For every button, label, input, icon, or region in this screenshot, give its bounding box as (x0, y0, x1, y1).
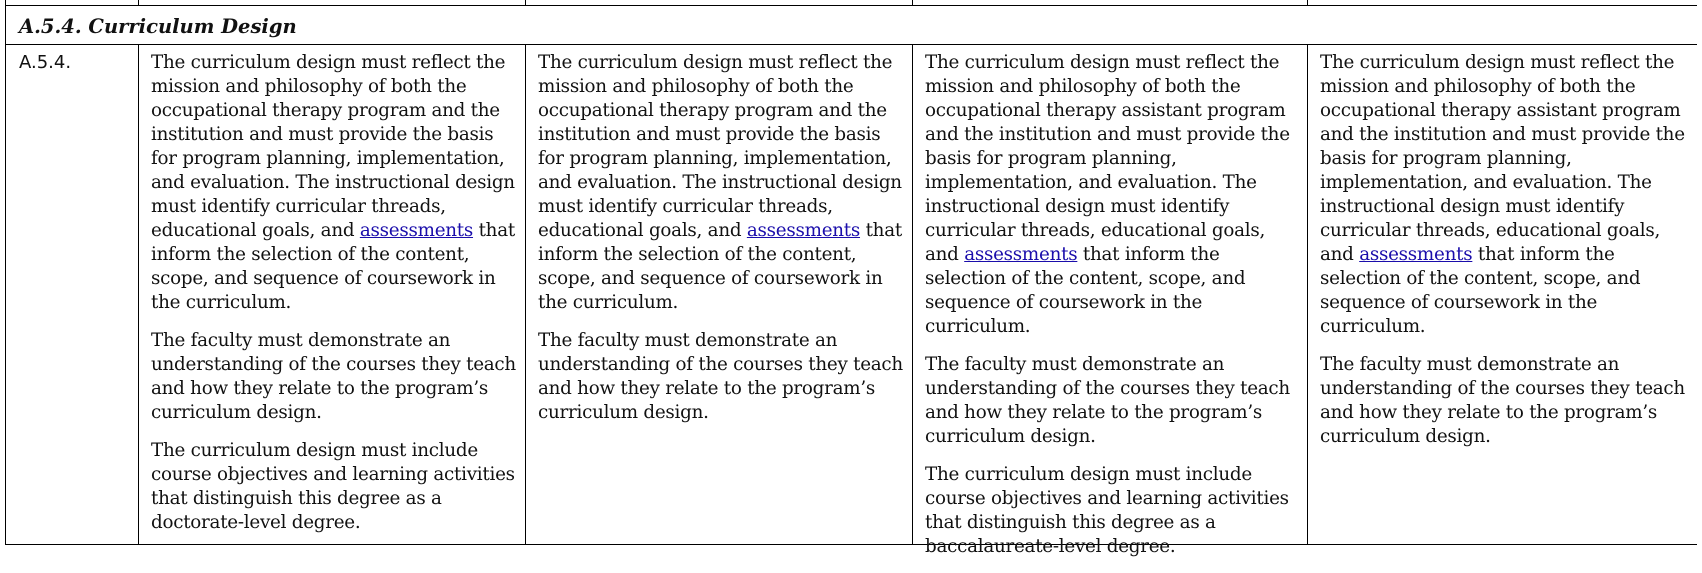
paragraph-2: The faculty must demonstrate an understanding of the courses they teach and how they relate to the program’s curriculum design. (151, 330, 516, 423)
divider-4 (1307, 0, 1308, 6)
standard-cell-3 (925, 51, 1303, 573)
paragraph-text: The curriculum design must reflect the mission and philosophy of both the occupational therapy program and the institution and must provide the basis for program planning, implementation, and evaluation. The instructional design must identify curricular threads, educational goals, and (151, 52, 515, 241)
divider-5 (138, 0, 139, 6)
assessments-link[interactable]: assessments (359, 220, 474, 241)
paragraph-text: The curriculum design must reflect the mission and philosophy of both the occupational therapy program and the institution and must provide the basis for program planning, implementation, and evaluation. The instructional design must identify curricular threads, educational goals, and (538, 52, 902, 241)
row-id: A.5.4. (19, 52, 72, 73)
assessments-link[interactable]: assessments (746, 220, 861, 241)
header-bottom-border (5, 44, 1697, 45)
divider-4-body (1307, 44, 1308, 545)
paragraph-text: that inform the selection of the content, scope, and sequence of coursework in the curriculum. (925, 244, 1246, 337)
assessments-link[interactable]: assessments (1359, 244, 1473, 265)
paragraph-text: that inform the selection of the content, scope, and sequence of coursework in the curriculum. (151, 220, 515, 313)
divider-1 (138, 44, 139, 545)
standard-cell-1 (151, 51, 523, 549)
paragraph-3: The curriculum design must include course objectives and learning activities that distinguish this degree as a baccalaureate-level degree. (925, 464, 1289, 557)
divider-2-body (525, 44, 526, 545)
paragraph-1 (1320, 51, 1692, 339)
standard-cell-2 (538, 51, 910, 439)
paragraph-1 (538, 51, 910, 315)
paragraph-text: that inform the selection of the content, scope, and sequence of coursework in the curriculum. (538, 220, 902, 313)
standard-cell-4 (1320, 51, 1692, 463)
top-border (5, 5, 1697, 6)
standards-table (5, 0, 1697, 557)
paragraph-1 (151, 51, 523, 315)
paragraph-2: The faculty must demonstrate an understanding of the courses they teach and how they relate to the program’s curriculum design. (538, 330, 903, 423)
divider-3-body (912, 44, 913, 545)
divider-3 (912, 0, 913, 6)
divider-2 (525, 0, 526, 6)
paragraph-3: The curriculum design must include course objectives and learning activities that distinguish this degree as a doctorate-level degree. (151, 440, 515, 533)
assessments-link[interactable]: assessments (964, 244, 1078, 265)
paragraph-2: The faculty must demonstrate an understanding of the courses they teach and how they relate to the program’s curriculum design. (925, 354, 1290, 447)
paragraph-2: The faculty must demonstrate an understanding of the courses they teach and how they relate to the program’s curriculum design. (1320, 354, 1685, 447)
paragraph-text: The curriculum design must reflect the mission and philosophy of both the occupational therapy assistant program and the institution and must provide the basis for program planning, implementation, and evaluation. The instructional design must identify curricular threads, educational goals, and (925, 52, 1290, 265)
paragraph-text: The curriculum design must reflect the mission and philosophy of both the occupational therapy assistant program and the institution and must provide the basis for program planning, implementation, and evaluation. The instructional design must identify curricular threads, educational goals, and (1320, 52, 1685, 265)
paragraph-text: that inform the selection of the content, scope, and sequence of coursework in the curriculum. (1320, 244, 1641, 337)
paragraph-1 (925, 51, 1303, 339)
left-border (5, 0, 6, 545)
section-title: A.5.4. Curriculum Design (19, 15, 297, 38)
